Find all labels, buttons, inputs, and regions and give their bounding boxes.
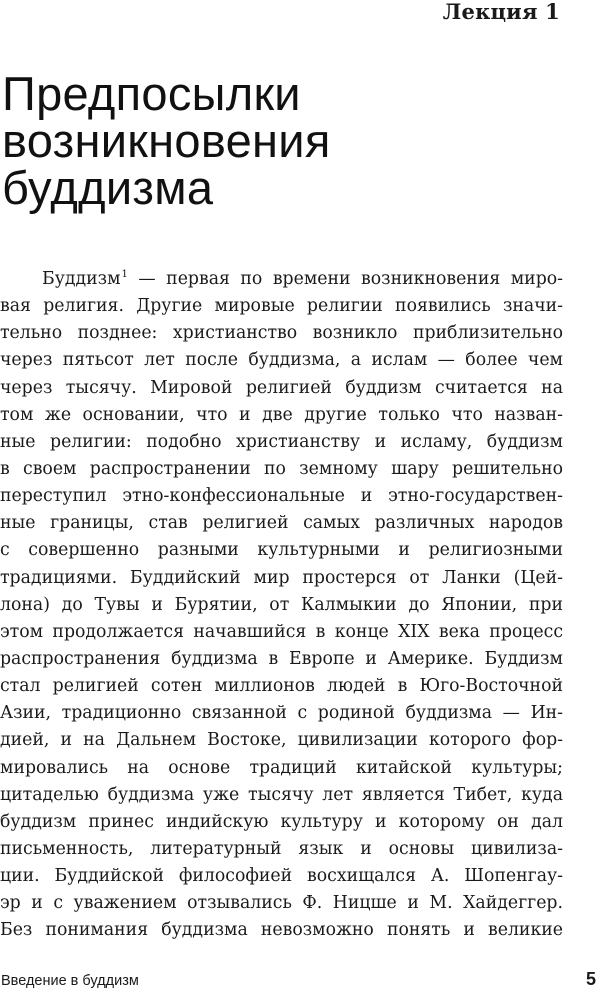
paragraph-line: через пятьсот лет после буддизма, а ислам — более чем xyxy=(0,350,563,371)
paragraph-first-line xyxy=(0,266,563,293)
paragraph-line: традициями. Буддийский мир простерся от Ланки (Цей- xyxy=(0,567,563,588)
paragraph-line: этом продолжается начавшийся в конце XIX века процесс xyxy=(0,621,563,642)
paragraph-line: ции. Буддийской философией восхищался А. Шопенгау- xyxy=(0,866,563,887)
first-line-rest: — первая по времени возникновения миро- xyxy=(127,269,563,289)
page-number: 5 xyxy=(585,969,596,989)
paragraph-line: распространения буддизма в Европе и Америке. Буддизм xyxy=(0,648,563,669)
paragraph-line: эр и с уважением отзывались Ф. Ницше и М. Хайдеггер. xyxy=(0,893,563,914)
paragraph-line: письменность, литературный язык и основы цивилиза- xyxy=(0,838,563,859)
paragraph-line: с совершенно разными культурными и религиозными xyxy=(0,540,563,561)
paragraph-line: через тысячу. Мировой религией буддизм считается на xyxy=(0,377,563,398)
paragraph-line: Азии, традиционно связанной с родиной буддизма — Ин- xyxy=(0,703,563,724)
paragraph-line: дией, и на Дальнем Востоке, цивилизации которого фор- xyxy=(0,730,563,751)
paragraph-line: лона) до Тувы и Бурятии, от Калмыкии до Японии, при xyxy=(0,594,563,615)
running-footer-title: Введение в буддизм xyxy=(1,973,139,989)
paragraph-line: вая религия. Другие мировые религии появились значи- xyxy=(0,296,563,317)
paragraph-line: переступил этно-конфессиональные и этно-государствен- xyxy=(0,486,563,507)
chapter-title xyxy=(2,67,592,214)
footnote-marker[interactable]: 1 xyxy=(121,269,128,280)
paragraph-line: буддизм принес индийскую культуру и которому он дал xyxy=(0,811,563,832)
paragraph-line: ные границы, став религией самых различных народов xyxy=(0,513,563,534)
paragraph-line: ные религии: подобно христианству и исламу, буддизм xyxy=(0,431,563,452)
paragraph-line: Без понимания буддизма невозможно понять и великие xyxy=(0,920,563,941)
chapter-title-line: буддизма xyxy=(2,161,214,214)
paragraph-line: цитаделью буддизма уже тысячу лет является Тибет, куда xyxy=(0,784,563,805)
chapter-title-line: Предпосылки xyxy=(2,67,301,120)
paragraph-line: тельно позднее: христианство возникло приблизительно xyxy=(0,323,563,344)
paragraph-line: в своем распространении по земному шару решительно xyxy=(0,458,563,479)
paragraph-line: том же основании, что и две другие только что назван- xyxy=(0,404,563,425)
lecture-label: Лекция 1 xyxy=(442,0,560,24)
first-word: Буддизм xyxy=(42,269,121,289)
chapter-title-line: возникновения xyxy=(2,114,331,167)
paragraph-line: стал религией сотен миллионов людей в Юго-Восточной xyxy=(0,676,563,697)
paragraph-line: мировались на основе традиций китайской культуры; xyxy=(0,757,563,778)
body-text xyxy=(0,266,563,945)
